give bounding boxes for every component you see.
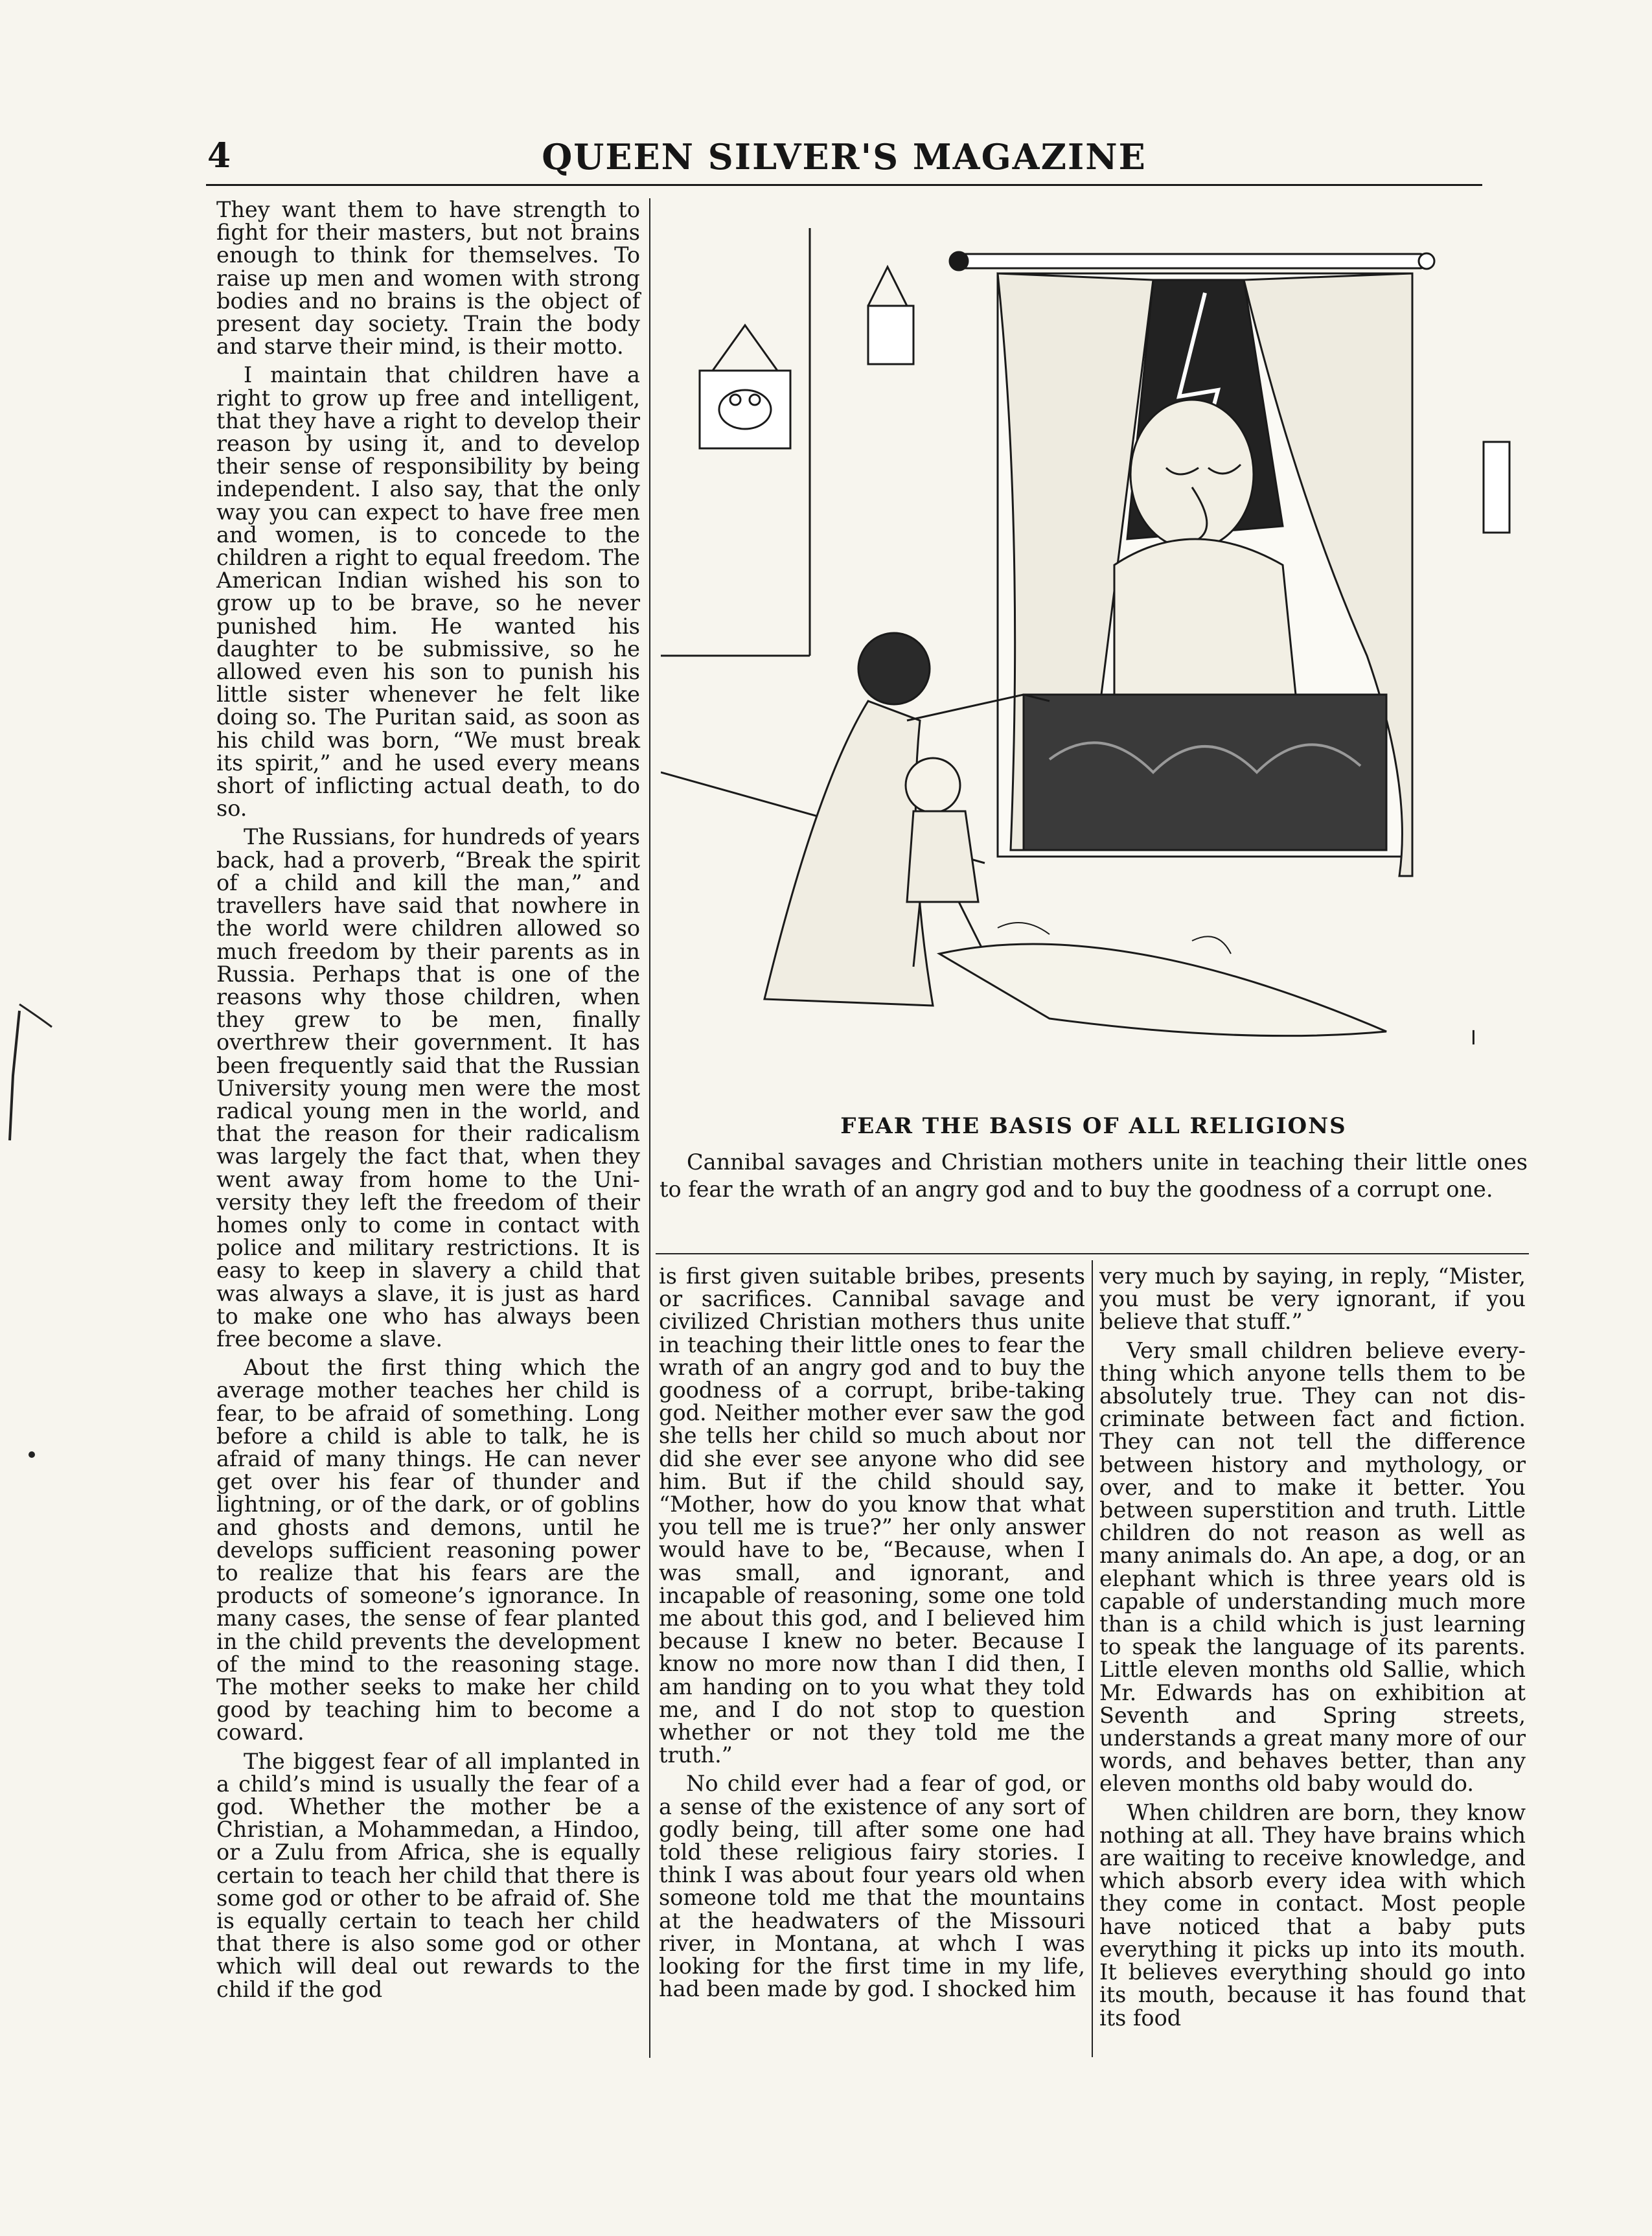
rug (939, 944, 1386, 1036)
page-number: 4 (207, 136, 231, 176)
magazine-title: QUEEN SILVER'S MAGAZINE (542, 136, 1147, 178)
child-body (907, 811, 978, 902)
right-wall-frame (1484, 442, 1509, 533)
left-paragraph-3: The Russians, for hundreds of years back, had a proverb, “Break the spirit of a child and kill the man,” and travellers have said that nowhere in the world were children allowed so much freedom by their parents as in Russia. Perhaps that is one of the reasons why those children, when they grew to be men, finally overthrew their government. It has been frequently said that the Russian University young men were the most radical young men in the world, and that the reason for their radicalism was largely the fact that, when they went away from home to the University they left the freedom of their homes only to come in contact with police and military restrictions. It is easy to keep in slavery a child that was always a slave, it is just as hard to make one who has always been free become a slave. (216, 824, 640, 1352)
left-paragraph-1: They want them to have strength to fight for their masters, but not brains enough to think for themselves. To raise up men and women with strong bodies and no brains is the object of present day society. Train the body and starve their mind, is their motto. (216, 197, 640, 360)
small-picture-hanger (868, 267, 907, 306)
left-paragraph-2: I maintain that children have a right to grow up free and intelligent, that they have a right to develop their reason by using it, and to develop their sense of responsibility by being independent. I also say, that the only way you can expect to have free men and women, is to concede to the children a right to equal freedom. The American Indian wished his son to grow up to be brave, so he never punished him. He wanted his daughter to be submissive, so he allowed even his son to punish his little sister whenever he felt like doing so. The Puritan said, as soon as his child was born, “We must break its spirit,” and he used every means short of inflicting actual death, to do so. (216, 362, 640, 822)
child-head (906, 758, 960, 813)
frog-picture-hanger (713, 325, 777, 371)
figure-caption-text: Cannibal savages and Christian mothers unite in teaching their little ones to fear the wrath of an angry god and to buy the goodness of a corrupt one. (660, 1149, 1528, 1202)
left-paragraph-5: The biggest fear of all implanted in a child’s mind is usually the fear of a god. Whether the mother be a Christian, a Mohammedan, a Hindoo, or a Zulu from Africa, she is equally certain to teach her child that there is some god or other to be afraid of. She is equally certain to teach her child that there is also some god or other which will deal out rewards to the child if the god (216, 1748, 640, 2002)
cartoon-illustration (661, 202, 1529, 1096)
middle-paragraph-1: is first given suitable bribes, presents or sacrifices. Cannibal savage and civilized Christian mothers thus unite in teaching their little ones to fear the wrath of an angry god and to buy the goodness of a corrupt, bribe-taking god. Neither mother ever saw the god she tells her child so much about nor did she ever see anyone who did see him. But if the child should say, “Mother, how do you know that what you tell me is true?” her only answer would have to be, “Because, when I was small, and ignorant, and incapable of reasoning, some one told me about this god, and I believed him because I knew no beter. Because I know no more now than I did then, I am handing on to you what they told me, and I do not stop to question whether or not they told me the truth.” (659, 1263, 1085, 1768)
left-column (216, 198, 640, 2007)
caption-divider (656, 1253, 1529, 1254)
margin-dot (29, 1451, 35, 1458)
column-divider-left (649, 198, 650, 2058)
right-paragraph-2: Very small children believe everything which anyone tells them to be absolutely true. They can not discriminate between fact and fiction. They can not tell the difference between history and mythology, or over, and to make it better. You between superstition and truth. Little children do not reason as well as many animals do. An ape, a dog, or an elephant which is three years old is capable of understanding much more than is a child which is just learning to speak the language of its parents. Little eleven months old Sallie, which Mr. Edwards has on exhibition at Seventh and Spring streets, understands a great many more of our words, and behaves better, than any eleven months old baby would do. (1099, 1337, 1526, 1797)
right-column (1099, 1265, 1526, 2035)
left-paragraph-4: About the first thing which the average mother teaches her child is fear, to be afraid of something. Long before a child is able to talk, he is afraid of many things. He can never get over his fear of thunder and lightning, or of the dark, or of goblins and ghosts and demons, until he develops sufficient reasoning power to realize that his fears are the products of someone’s ignorance. In many cases, the sense of fear planted in the child prevents the development of the mind to the reasoning stage. The mother seeks to make her child good by teaching him to become a coward. (216, 1355, 640, 1746)
right-paragraph-3: When children are born, they know nothing at all. They have brains which are waiting to receive knowledge, and which absorb every idea with which they come in contact. Most people have noticed that a baby puts everything it picks up into its mouth. It believes everything should go into its mouth, because it has found that its food (1099, 1799, 1526, 2031)
fire-pit (1024, 695, 1386, 850)
margin-scan-mark (0, 998, 65, 1192)
middle-paragraph-2: No child ever had a fear of god, or a sense of the existence of any sort of godly being, till after some one had told these religious fairy stories. I think I was about four years old when someone told me that the mountains at the headwaters of the Missouri river, in Montana, at whch I was looking for the first time in my life, had been made by god. I shocked him (659, 1771, 1085, 2002)
mother-head (858, 633, 930, 704)
small-picture (868, 306, 913, 364)
column-divider-right (1092, 1260, 1093, 2057)
page-header (206, 130, 1482, 186)
right-paragraph-1: very much by saying, in reply, “Mister, you must be very ignorant, if you believe that stuff.” (1099, 1263, 1526, 1335)
artist-signature-mark: I (1471, 1027, 1476, 1050)
frog-picture (700, 371, 790, 448)
god-head (1130, 400, 1254, 549)
middle-column (659, 1265, 1085, 2007)
figure-caption-title: FEAR THE BASIS OF ALL RELIGIONS (840, 1113, 1347, 1139)
curtain-rod (959, 254, 1425, 268)
mother-body (764, 701, 933, 1006)
